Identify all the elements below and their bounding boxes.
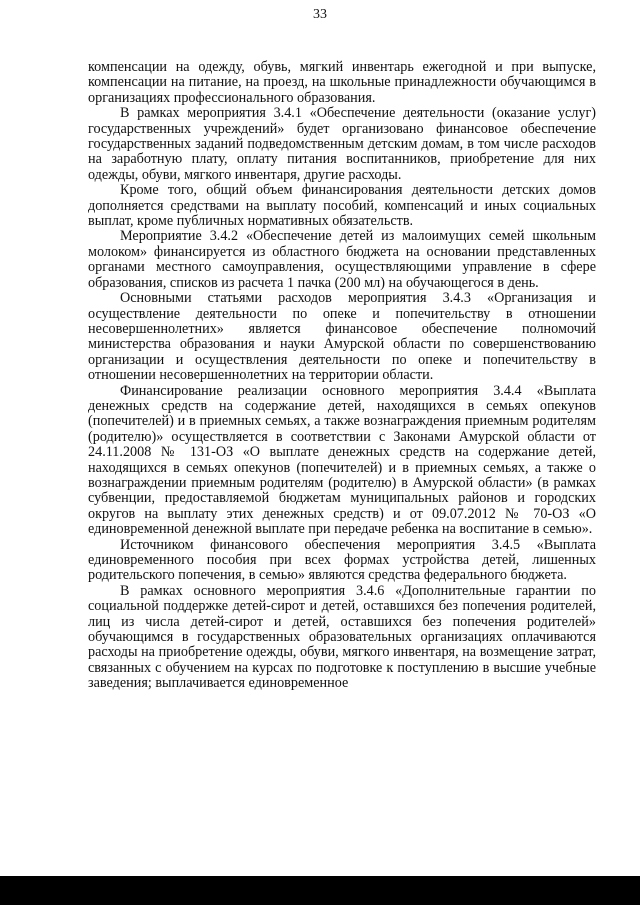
paragraph-measure-3-4-3: Основными статьями расходов мероприятия 3.4.3 «Организация и осуществление деятельности по опеке и попечительству в отношении несовершеннолетних» является финансовое обеспечение полномочий министерства образования и науки Амурской области по совершенствованию организации и осуществления деятельности по опеке и попечительству в отношении несовершеннолетних на территории области. xyxy=(88,290,596,384)
paragraph-measure-3-4-2: Мероприятие 3.4.2 «Обеспечение детей из малоимущих семей школьным молоком» финансируется из областного бюджета на основании представленных органами местного самоуправления, осуществляющими управление в сфере образования, списков из расчета 1 пачка (200 мл) на обучающегося в день. xyxy=(88,228,596,291)
paragraph-orphanage-funding: Кроме того, общий объем финансирования деятельности детских домов дополняется средствами на выплату пособий, компенсаций и иных социальных выплат, кроме публичных нормативных обязательств. xyxy=(88,182,596,230)
paragraph-measure-3-4-6: В рамках основного мероприятия 3.4.6 «Дополнительные гарантии по социальной поддержке детей-сирот и детей, оставшихся без попечения родителей, лиц из числа детей-сирот и детей, оставшихся без попечения родителей» обучающимся в государственных образовательных организациях оплачиваются расходы на приобретение одежды, обуви, мягкого инвентаря, на возмещение затрат, связанных с обучением на курсах по подготовке к поступлению в высшие учебные заведения; выплачивается единовременное xyxy=(88,582,596,692)
paragraph-measure-3-4-1: В рамках мероприятия 3.4.1 «Обеспечение деятельности (оказание услуг) государственных учреждений» будет организовано финансовое обеспечение государственных заданий подведомственным детским домам, в том числе расходов на заработную плату, оплату питания воспитанников, приобретение для них одежды, обуви, мягкого инвентаря, другие расходы. xyxy=(88,105,596,183)
scan-bottom-border xyxy=(0,876,640,905)
document-body xyxy=(88,60,596,692)
paragraph-measure-3-4-5: Источником финансового обеспечения мероприятия 3.4.5 «Выплата единовременного пособия при всех формах устройства детей, лишенных родительского попечения, в семью» являются средства федерального бюджета. xyxy=(88,536,596,584)
page-number: 33 xyxy=(313,7,327,22)
paragraph-measure-3-4-4: Финансирование реализации основного мероприятия 3.4.4 «Выплата денежных средств на содержание детей, находящихся в семьях опекунов (попечителей) и в приемных семьях, а также вознаграждения приемным родителям (родителю)» осуществляется в соответствии с Законами Амурской области от 24.11.2008 № 131-ОЗ «О выплате денежных средств на содержание детей, находящихся в семьях опекунов (попечителей) и в приемных семьях, а также о вознаграждении приемным родителям (родителю) в Амурской области» (в рамках субвенции, предоставляемой бюджетам муниципальных районов и городских округов на выплату этих денежных средств) и от 09.07.2012 № 70-ОЗ «О единовременной денежной выплате при передаче ребенка на воспитание в семью». xyxy=(88,382,596,538)
paragraph-continuation: компенсации на одежду, обувь, мягкий инвентарь ежегодной и при выпуске, компенсации на питание, на проезд, на школьные принадлежности обучающимся в организациях профессионального образования. xyxy=(88,59,596,106)
